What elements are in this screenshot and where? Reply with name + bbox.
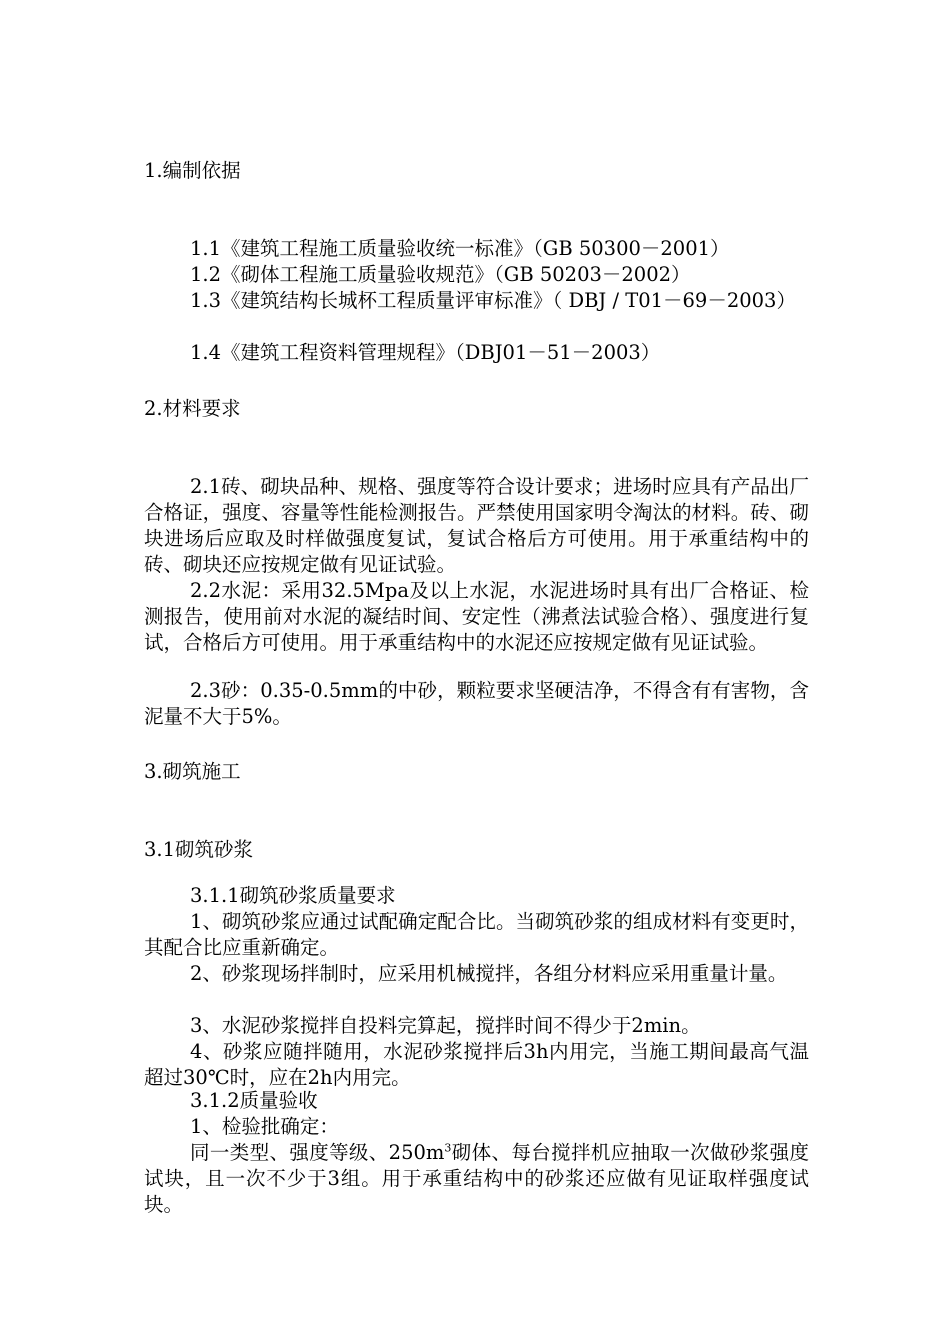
mortar-item-6: 3.1.2质量验收 (190, 1089, 318, 1112)
material-item-1: 2.1砖、砌块品种、规格、强度等符合设计要求；进场时应具有产品出厂合格证，强度、容量等性能检测报告。严禁使用国家明令淘汰的材料。砖、砌块进场后应取及时样做强度复试，复试合格后方可使用。用于承重结构中的砖、砌块还应按规定做有见证试验。 (144, 475, 809, 576)
section-3-heading: 3.砌筑施工 (144, 760, 241, 783)
material-item-3: 2.3砂：0.35-0.5mm的中砂，颗粒要求坚硬洁净，不得含有有害物，含泥量不大于5%。 (144, 679, 809, 728)
mortar-item-3: 2、砂浆现场拌制时，应采用机械搅拌，各组分材料应采用重量计量。 (190, 962, 788, 985)
inspection-text-end: 砌体、每台搅拌机应抽取一次做砂浆强度试块，且一次不少于3组。用于承重结构中的砂浆还应做有见证取样强度试块。 (144, 1141, 809, 1216)
cubic-superscript: 3 (444, 1141, 452, 1155)
mortar-item-2: 1、砌筑砂浆应通过试配确定配合比。当砌筑砂浆的组成材料有变更时，其配合比应重新确定。 (144, 910, 809, 959)
inspection-text-start: 同一类型、强度等级、250m (190, 1141, 445, 1164)
section-1-heading: 1.编制依据 (144, 159, 241, 182)
subsection-3-1-heading: 3.1砌筑砂浆 (144, 838, 254, 861)
mortar-item-1: 3.1.1砌筑砂浆质量要求 (190, 884, 396, 907)
mortar-item-7: 1、检验批确定： (190, 1115, 339, 1138)
material-item-2: 2.2水泥：采用32.5Mpa及以上水泥，水泥进场时具有出厂合格证、检测报告，使用前对水泥的凝结时间、安定性（沸煮法试验合格）、强度进行复试，合格后方可使用。用于承重结构中的水泥还应按规定做有见证试验。 (144, 579, 809, 654)
section-2-heading: 2.材料要求 (144, 397, 241, 420)
basis-item-2: 1.2《砌体工程施工质量验收规范》（GB 50203－2002） (190, 263, 691, 286)
mortar-item-8 (144, 1140, 809, 1218)
mortar-item-5: 4、砂浆应随拌随用，水泥砂浆搅拌后3h内用完，当施工期间最高气温超过30℃时，应在2h内用完。 (144, 1040, 809, 1089)
mortar-item-4: 3、水泥砂浆搅拌自投料完算起，搅拌时间不得少于2min。 (190, 1014, 701, 1037)
basis-item-1: 1.1《建筑工程施工质量验收统一标准》（GB 50300－2001） (190, 237, 730, 260)
basis-item-3: 1.3《建筑结构长城杯工程质量评审标准》（ DBJ / T01－69－2003） (190, 289, 796, 312)
basis-item-4: 1.4《建筑工程资料管理规程》（DBJ01－51－2003） (190, 341, 661, 364)
